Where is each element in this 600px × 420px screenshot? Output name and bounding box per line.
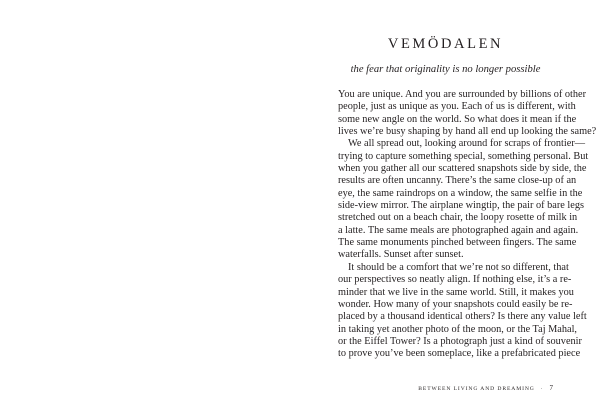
footer-separator: · xyxy=(540,386,544,392)
text-line: eye, the same raindrops on a window, the same selfie in the xyxy=(338,187,583,199)
page-footer xyxy=(338,384,553,392)
text-line: some new angle on the world. So what does it mean if the xyxy=(338,113,577,125)
text-line: when you gather all our scattered snapshots side by side, the xyxy=(338,163,587,175)
text-line: our perspectives so neatly align. If nothing else, it’s a re- xyxy=(338,274,572,286)
entry-title: VEMÖDALEN xyxy=(387,36,504,52)
body-text xyxy=(338,89,597,361)
text-line: wonder. How many of your snapshots could easily be re- xyxy=(338,298,573,310)
text-line: You are unique. And you are surrounded by billions of other xyxy=(338,89,587,100)
text-line: lives we’re busy shaping by hand all end up looking the same? xyxy=(338,126,597,138)
text-line: side-view mirror. The airplane wingtip, the pair of bare legs xyxy=(338,200,584,212)
text-line: people, just as unique as you. Each of us is different, with xyxy=(338,101,576,113)
text-line: a latte. The same meals are photographed again and again. xyxy=(338,224,579,236)
paragraph xyxy=(338,261,587,361)
text-line: placed by a thousand identical others? Is there any value left xyxy=(338,311,587,323)
text-line: results are often uncanny. There’s the same close-up of an xyxy=(338,175,577,187)
text-line: waterfalls. Sunset after sunset. xyxy=(338,249,464,261)
page-number: 7 xyxy=(549,384,553,392)
text-line: trying to capture something special, something personal. But xyxy=(338,150,589,162)
entry-definition: the fear that originality is no longer possible xyxy=(350,64,541,75)
text-line: minder that we live in the same world. Still, it makes you xyxy=(338,286,574,298)
text-line: The same monuments pinched between fingers. The same xyxy=(338,237,577,249)
paragraph xyxy=(338,138,589,261)
text-line: to prove you’ve been someplace, like a prefabricated piece xyxy=(338,348,581,360)
paragraph xyxy=(338,89,597,138)
text-line: in taking yet another photo of the moon, or the Taj Mahal, xyxy=(338,323,578,335)
text-line: We all spread out, looking around for scraps of frontier— xyxy=(348,138,586,150)
text-line: It should be a comfort that we’re not so different, that xyxy=(348,261,569,273)
text-line: or the Eiffel Tower? Is a photograph just a kind of souvenir xyxy=(338,335,582,347)
text-line: stretched out on a beach chair, the loopy rosette of milk in xyxy=(338,212,578,224)
running-head: BETWEEN LIVING AND DREAMING xyxy=(418,386,535,392)
